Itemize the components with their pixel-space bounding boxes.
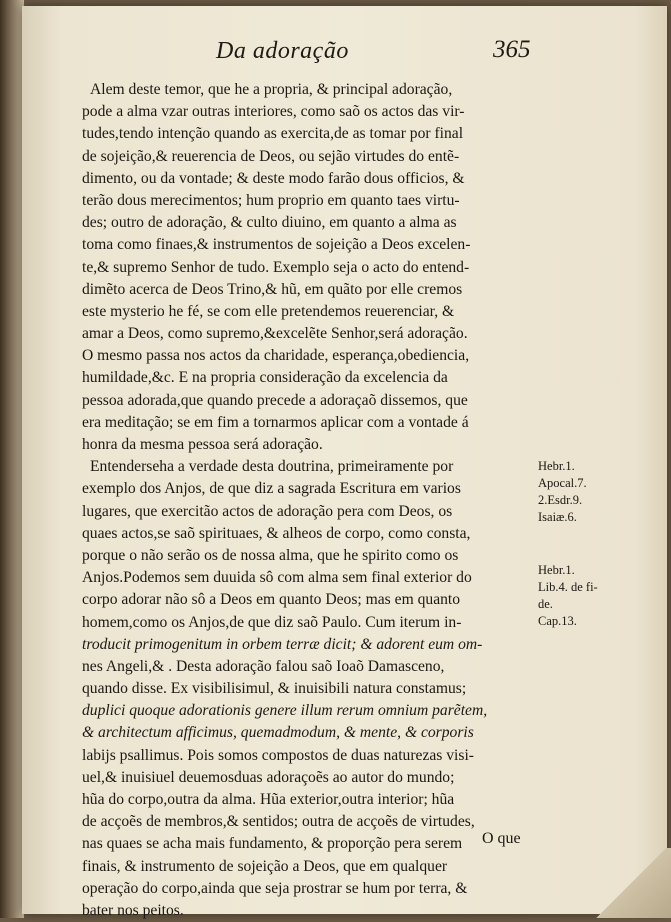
text-line: homem,como os Anjos,de que diz saõ Paulo. Cum iterum in-	[82, 613, 462, 631]
text-line: porque o não serão os de nossa alma, que he spirito como os	[82, 546, 459, 564]
text-line: quando disse. Ex visibilisimul, & inuisibili natura constamus;	[82, 680, 467, 698]
text-line: nas quaes se acha mais fundamento, & proporção pera serem	[82, 835, 463, 853]
text-line: humildade,&c. E na propria consideração da excelencia da	[82, 369, 448, 387]
text-line: de sojeição,& reuerencia de Deos, ou sejão virtudes do entẽ-	[82, 147, 460, 165]
page-number: 365	[493, 36, 531, 63]
text-line: Entenderseha a verdade desta doutrina, primeiramente por	[90, 458, 454, 476]
marginal-note: Apocal.7.	[538, 476, 587, 490]
text-line: O mesmo passa nos actos da charidade, esperança,obediencia,	[82, 347, 470, 365]
text-line: hũa do corpo,outra da alma. Hũa exterior,outra interior; hũa	[82, 791, 455, 808]
marginal-notes	[538, 458, 642, 666]
running-title: Da adoração	[216, 38, 349, 64]
text-line: este mysterio he fé, se com elle pretendemos reuerenciar, &	[82, 302, 455, 320]
text-line: honra da mesma pessoa será adoração.	[82, 436, 323, 453]
text-line-latin: troducit primogenitum in orbem terræ dicit; & adorent eum om-	[82, 635, 483, 653]
text-line: exemplo dos Anjos, de que diz a sagrada Escritura em varios	[82, 480, 461, 498]
text-line: pessoa adorada,que quando precede a adoraçaõ dissemos, que	[82, 391, 468, 409]
text-line: te,& supremo Senhor de tudo. Exemplo seja o acto do entend-	[82, 258, 470, 276]
text-line: labijs psallimus. Pois somos compostos de duas naturezas visi-	[82, 746, 474, 764]
book-spine-shadow	[0, 0, 24, 918]
text-line: lugares, que exercitão actos de adoração pera com Deos, os	[82, 502, 453, 520]
text-line: quaes actos,se saõ spirituaes, & alheos de corpo, como consta,	[82, 524, 471, 542]
text-line: toma como finaes,& instrumentos de sojeição a Deos excelen-	[82, 236, 471, 254]
text-line: nes Angeli,& . Desta adoração falou saõ Ioaõ Damasceno,	[82, 657, 445, 675]
text-line: dimẽto acerca de Deos Trino,& hũ, em quãto por elle cremos	[82, 280, 463, 298]
marginal-note: Isaiæ.6.	[538, 510, 577, 524]
text-line-latin: duplici quoque adorationis genere illum rerum omnium parẽtem,	[82, 702, 488, 720]
marginal-note-group	[538, 562, 642, 630]
main-text-column	[82, 79, 534, 922]
text-line: de acçoẽs de membros,& sentidos; outra de acçoẽs de virtudes,	[82, 813, 475, 831]
marginal-note: Lib.4. de fi-	[538, 580, 598, 594]
text-line: des; outro de adoração, & culto diuino, em quanto a alma as	[82, 214, 457, 232]
text-line: era meditação; se em fim a tornarmos aplicar com a vontade á	[82, 413, 469, 431]
marginal-note: 2.Esdr.9.	[538, 493, 583, 507]
marginal-note: Hebr.1.	[538, 459, 575, 473]
marginal-note: Cap.13.	[538, 614, 577, 628]
catchword: O que	[482, 830, 521, 847]
text-line: pode a alma vzar outras interiores, como saõ os actos das vir-	[82, 103, 465, 121]
text-line: tudes,tendo intenção quando as exercita,de as tomar por final	[82, 125, 464, 143]
text-line: uel,& inuisiuel deuemosduas adoraçoẽs ao autor do mundo;	[82, 768, 455, 786]
text-line: Anjos.Podemos sem duuida sô com alma sem final exterior do	[82, 569, 472, 587]
marginal-note-group	[538, 458, 642, 526]
text-line: amar a Deos, como supremo,&excelẽte Senhor,será adoração.	[82, 325, 468, 343]
text-line: operação do corpo,ainda que seja prostrar se hum por terra, &	[82, 879, 468, 897]
text-line: corpo adorar não sô a Deos em quanto Deos; mas em quanto	[82, 591, 461, 609]
marginal-note: Hebr.1.	[538, 563, 575, 577]
text-line: Alem deste temor, que he a propria, & principal adoração,	[90, 81, 453, 98]
page-corner-fold	[591, 848, 671, 918]
marginal-note: de.	[538, 597, 553, 611]
text-line: finais, & instrumento de sojeição a Deos, que em qualquer	[82, 857, 448, 875]
text-line-latin: & architectum afficimus, quemadmodum, & mente, & corporis	[82, 724, 474, 742]
text-line: bater nos peitos.	[82, 901, 184, 919]
text-line: terão dous merecimentos; hum proprio em quanto taes virtu-	[82, 191, 460, 209]
text-line: dimento, ou da vontade; & deste modo farão dous officios, &	[82, 169, 465, 187]
page-header	[0, 38, 671, 78]
